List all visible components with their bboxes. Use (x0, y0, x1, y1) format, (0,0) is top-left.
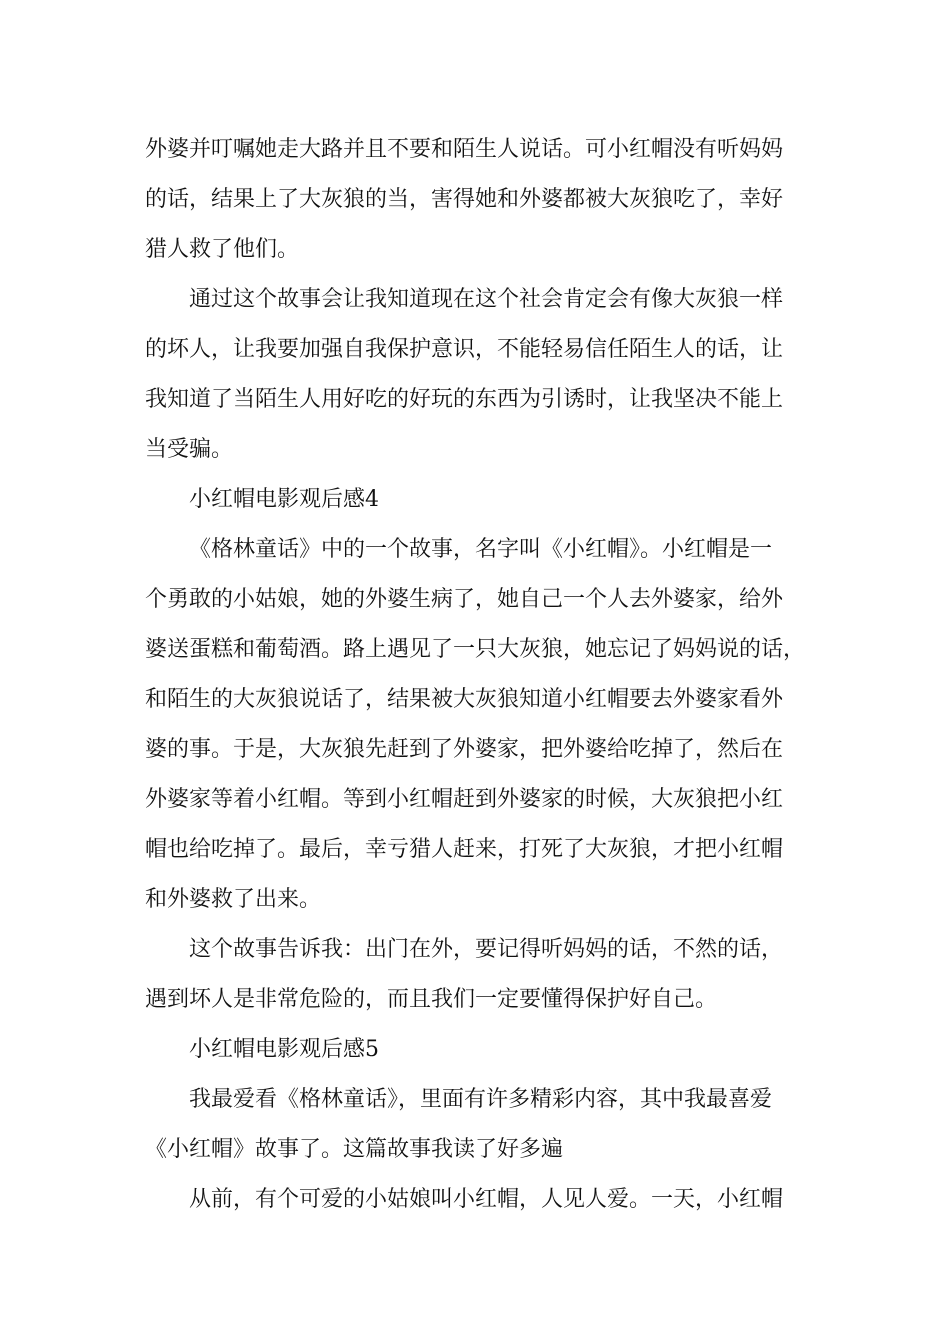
text-line: 我知道了当陌生人用好吃的好玩的东西为引诱时，让我坚决不能上 (145, 387, 784, 412)
text-line: 当受骗。 (145, 437, 234, 462)
text-line: 《格林童话》中的一个故事，名字叫《小红帽》。小红帽是一 (189, 537, 773, 562)
text-line: 和陌生的大灰狼说话了，结果被大灰狼知道小红帽要去外婆家看外 (145, 687, 784, 712)
text-line: 通过这个故事会让我知道现在这个社会肯定会有像大灰狼一样 (189, 287, 784, 312)
text-line: 婆送蛋糕和葡萄酒。路上遇见了一只大灰狼，她忘记了妈妈说的话， (145, 637, 806, 662)
text-line: 和外婆救了出来。 (145, 887, 322, 912)
text-line: 外婆家等着小红帽。等到小红帽赶到外婆家的时候，大灰狼把小红 (145, 787, 784, 812)
text-line: 帽也给吃掉了。最后，幸亏猎人赶来，打死了大灰狼，才把小红帽 (145, 837, 784, 862)
text-line: 猎人救了他们。 (145, 237, 300, 262)
text-line: 遇到坏人是非常危险的，而且我们一定要懂得保护好自己。 (145, 987, 718, 1012)
text-line: 婆的事。于是，大灰狼先赶到了外婆家，把外婆给吃掉了，然后在 (145, 737, 784, 762)
section-heading: 小红帽电影观后感4 (189, 487, 379, 512)
text-line: 外婆并叮嘱她走大路并且不要和陌生人说话。可小红帽没有听妈妈 (145, 137, 784, 162)
text-line: 我最爱看《格林童话》，里面有许多精彩内容，其中我最喜爱 (189, 1087, 773, 1112)
text-line: 这个故事告诉我：出门在外，要记得听妈妈的话，不然的话， (189, 937, 784, 962)
section-heading: 小红帽电影观后感5 (189, 1037, 379, 1062)
text-line: 个勇敢的小姑娘，她的外婆生病了，她自己一个人去外婆家，给外 (145, 587, 784, 612)
text-line: 《小红帽》故事了。这篇故事我读了好多遍 (145, 1137, 564, 1162)
text-line: 的坏人，让我要加强自我保护意识，不能轻易信任陌生人的话，让 (145, 337, 784, 362)
text-line: 的话，结果上了大灰狼的当，害得她和外婆都被大灰狼吃了，幸好 (145, 187, 784, 212)
text-line: 从前，有个可爱的小姑娘叫小红帽，人见人爱。一天，小红帽 (189, 1187, 784, 1212)
